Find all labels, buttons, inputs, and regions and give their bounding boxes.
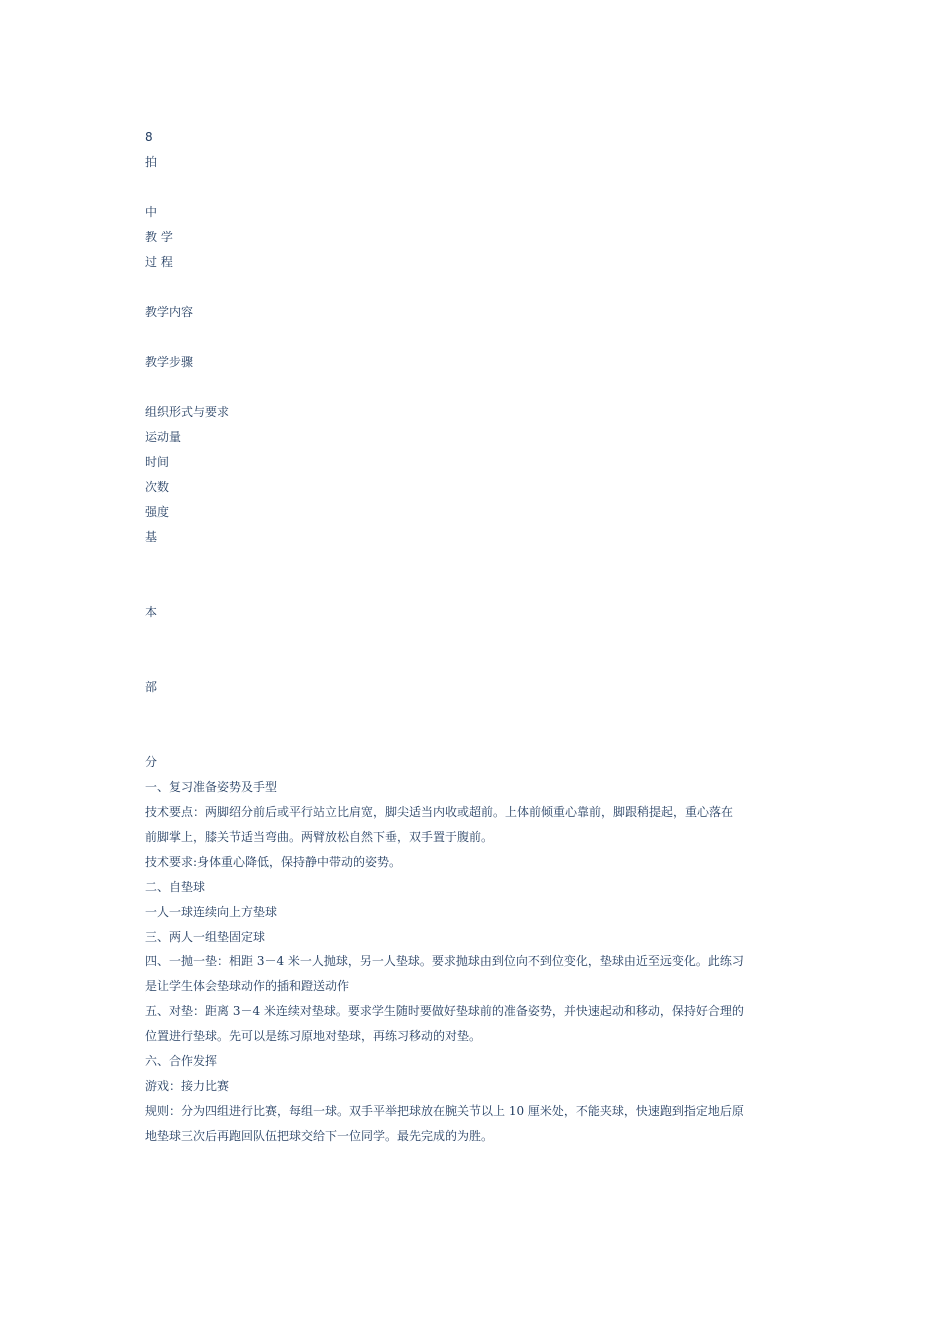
- item5-line2: 位置进行垫球。先可以是练习原地对垫球，再练习移动的对垫。: [145, 1029, 482, 1043]
- section-label-zhong: 中: [145, 205, 158, 219]
- game-title: 游戏：接力比赛: [145, 1079, 230, 1093]
- item1-tech-points-line1: 技术要点：两脚绍分前后或平行站立比肩宽，脚尖适当内收或超前。上体前倾重心靠前，脚跟稍提起，重心落在: [145, 805, 734, 819]
- beat-number: 8: [145, 130, 153, 144]
- item4-line1: 四、一抛一垫：相距 3－4 米一人抛球，另一人垫球。要求抛球由到位向不到位变化，垫球由近至远变化。此练习: [145, 954, 744, 968]
- header-exercise-load: 运动量: [145, 430, 182, 444]
- part-label-ji: 基: [145, 530, 158, 544]
- game-rules-line1: 规则：分为四组进行比赛，每组一球。双手平举把球放在腕关节以上 10 厘米处，不能夹球，快速跑到指定地后原: [145, 1104, 744, 1118]
- header-teaching-content: 教学内容: [145, 305, 194, 319]
- beat-label: 拍: [145, 155, 158, 169]
- part-label-ben: 本: [145, 605, 158, 619]
- item2-description: 一人一球连续向上方垫球: [145, 905, 278, 919]
- section-label-process: 过 程: [145, 255, 173, 269]
- section-label-teaching: 教 学: [145, 230, 173, 244]
- part-label-fen: 分: [145, 755, 158, 769]
- header-organization: 组织形式与要求: [145, 405, 230, 419]
- header-teaching-steps: 教学步骤: [145, 355, 194, 369]
- header-count: 次数: [145, 480, 170, 494]
- part-label-bu: 部: [145, 680, 158, 694]
- item1-tech-requirements: 技术要求:身体重心降低，保持静中带动的姿势。: [145, 855, 402, 869]
- item2-title: 二、自垫球: [145, 880, 206, 894]
- header-time: 时间: [145, 455, 170, 469]
- header-intensity: 强度: [145, 505, 170, 519]
- item3-title: 三、两人一组垫固定球: [145, 930, 266, 944]
- item1-title: 一、复习准备姿势及手型: [145, 780, 278, 794]
- item4-line2: 是让学生体会垫球动作的插和蹬送动作: [145, 979, 350, 993]
- item1-tech-points-line2: 前脚掌上，膝关节适当弯曲。两臂放松自然下垂，双手置于腹前。: [145, 830, 494, 844]
- item6-title: 六、合作发挥: [145, 1054, 218, 1068]
- game-rules-line2: 地垫球三次后再跑回队伍把球交给下一位同学。最先完成的为胜。: [145, 1129, 494, 1143]
- item5-line1: 五、对垫：距离 3－4 米连续对垫球。要求学生随时要做好垫球前的准备姿势，并快速起动和移动，保持好合理的: [145, 1004, 744, 1018]
